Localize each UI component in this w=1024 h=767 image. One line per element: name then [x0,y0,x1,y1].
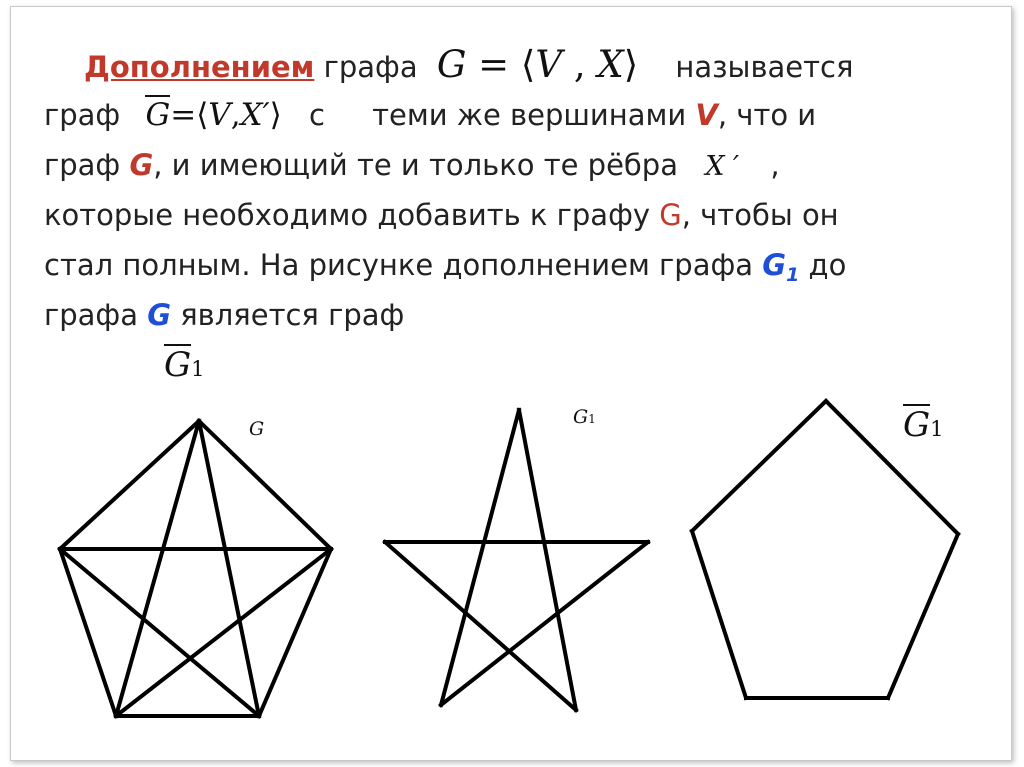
var-g-blue: G [147,298,172,332]
phrase-having-edges: , и имеющий те и только те рёбра [153,148,678,182]
edge [199,421,331,549]
var-g-plain: G [659,198,682,232]
var-g: G [129,148,154,182]
edge [116,421,199,716]
word-s: с [308,98,325,132]
pentagon-graph-complement [692,401,958,698]
edge [692,531,746,698]
phrase-must-add: которые необходимо добавить к графу [44,198,651,232]
term-complement: Дополнением [84,50,315,84]
phrase-so-that: , чтобы он [681,198,839,232]
star-graph-g1 [385,410,648,710]
formula-complement: G=⟨V,X′⟩ [145,97,282,133]
word-nazyvaetsya: называется [675,50,854,84]
label-complement-g1-top: G1 [164,345,205,385]
label-g1: G1 [573,406,596,428]
word-graf: граф [44,148,121,182]
var-g1: $G_1$ [762,248,800,286]
word-do: до [808,248,847,282]
comma: , [770,148,780,182]
edge [441,410,519,705]
phrase-as-and: , что и [717,98,817,132]
phrase-is-graph: является граф [180,298,405,332]
word-graf: граф [44,98,121,132]
word-grafa: графа [44,298,138,332]
formula-graph-g: G = ⟨V , X⟩ [436,43,639,86]
label-complement-g1-right: G1 [903,405,944,445]
edge [60,421,199,549]
phrase-became-complete: стал полным. На рисунке дополнением графа [44,248,754,282]
var-x-prime: X ′ [705,151,740,182]
phrase-same-vertices: теми же вершинами [372,98,687,132]
edge [692,401,826,531]
pentagon-edges [60,421,331,716]
edge [116,549,331,716]
word-grafa: графа [323,50,418,84]
edge [888,534,958,698]
edge [826,401,958,534]
label-g: G [249,418,265,440]
var-v: V [695,98,718,132]
edge [259,549,331,716]
